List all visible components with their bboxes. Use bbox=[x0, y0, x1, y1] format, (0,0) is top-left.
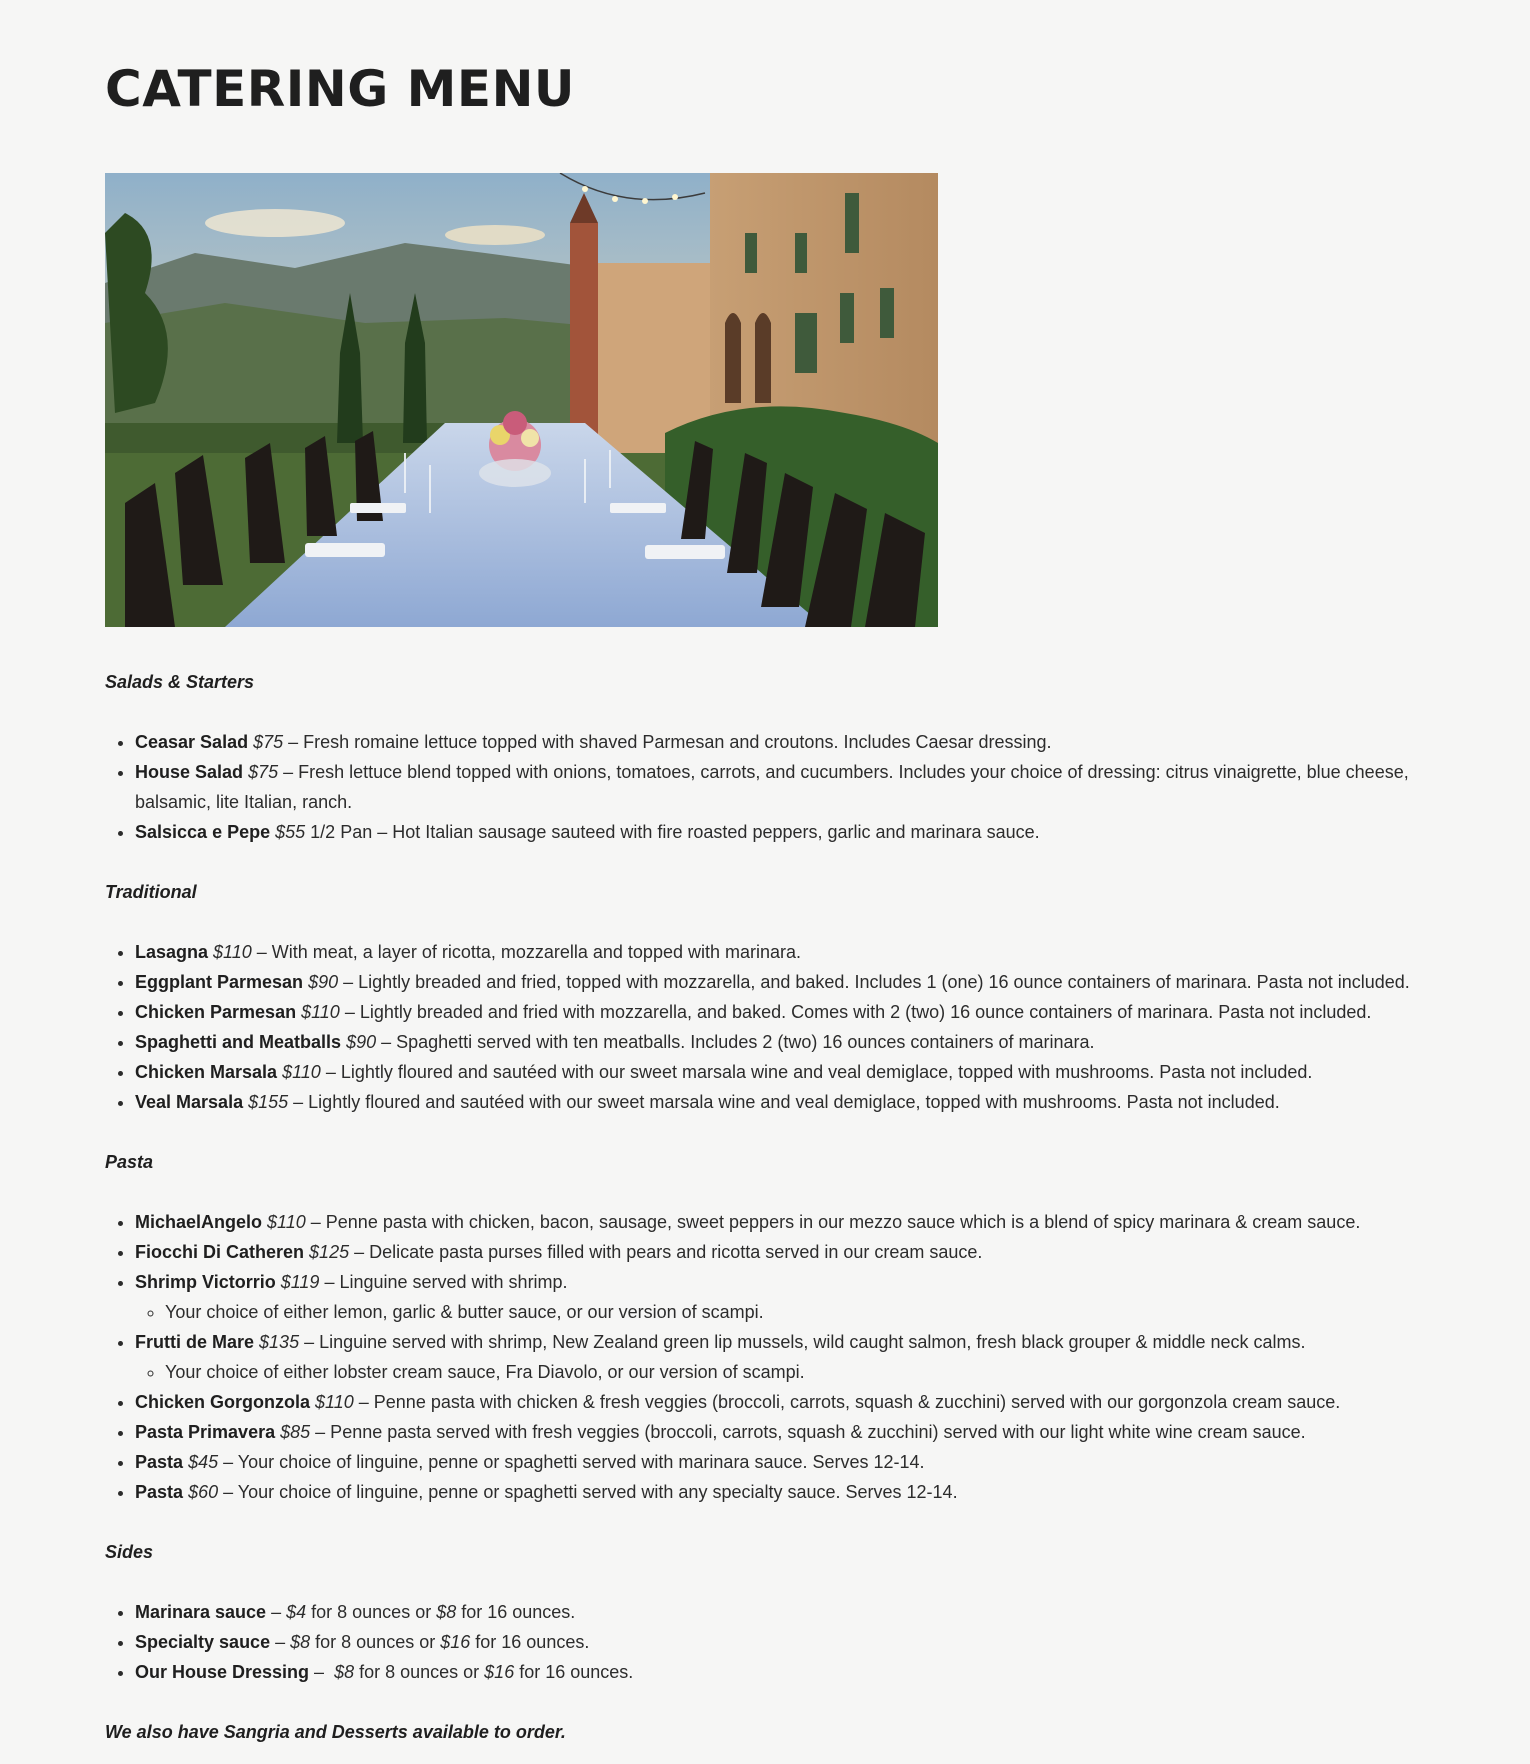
menu-item-note: ◦ Your choice of either lobster cream sauce, Fra Diavolo, or our version of scampi. bbox=[165, 1357, 1435, 1387]
sides-list bbox=[105, 1597, 1435, 1687]
salads-list bbox=[105, 727, 1435, 847]
traditional-list bbox=[105, 937, 1435, 1117]
menu-item: • Chicken Parmesan $110 – Lightly breaded and fried with mozzarella, and baked. Comes with 2 (two) 16 ounce containers of marinara. Pasta not included. bbox=[135, 997, 1435, 1027]
sub-list bbox=[135, 1357, 1435, 1387]
section-heading-sides: Sides bbox=[105, 1542, 154, 1562]
menu-item: • House Salad $75 – Fresh lettuce blend topped with onions, tomatoes, carrots, and cucumbers. Includes your choice of dressing: citrus vinaigrette, blue cheese, balsamic, lite Italian, ranch. bbox=[135, 757, 1435, 817]
pasta-list bbox=[105, 1207, 1435, 1507]
menu-item: • Frutti de Mare $135 – Linguine served with shrimp, New Zealand green lip mussels, wild caught salmon, fresh black grouper & middle neck calms. ◦ Your choice of either lobster cream sauce, Fra Diavolo, or our version of scampi. bbox=[135, 1327, 1435, 1387]
menu-item: • Eggplant Parmesan $90 – Lightly breaded and fried, topped with mozzarella, and baked. Includes 1 (one) 16 ounce containers of marinara. Pasta not included. bbox=[135, 967, 1435, 997]
section-heading-salads: Salads & Starters bbox=[105, 672, 255, 692]
menu-item: • Lasagna $110 – With meat, a layer of ricotta, mozzarella and topped with marinara. bbox=[135, 937, 1435, 967]
menu-item: • Chicken Gorgonzola $110 – Penne pasta with chicken & fresh veggies (broccoli, carrots, squash & zucchini) served with our gorgonzola cream sauce. bbox=[135, 1387, 1435, 1417]
menu-item: • Ceasar Salad $75 – Fresh romaine lettuce topped with shaved Parmesan and croutons. Includes Caesar dressing. bbox=[135, 727, 1435, 757]
hero-image bbox=[105, 173, 938, 627]
menu-content bbox=[105, 667, 1435, 1747]
menu-item: • Chicken Marsala $110 – Lightly floured and sautéed with our sweet marsala wine and veal demiglace, topped with mushrooms. Pasta not included. bbox=[135, 1057, 1435, 1087]
menu-item: • Pasta $60 – Your choice of linguine, penne or spaghetti served with any specialty sauce. Serves 12-14. bbox=[135, 1477, 1435, 1507]
menu-item: • Spaghetti and Meatballs $90 – Spaghetti served with ten meatballs. Includes 2 (two) 16 ounces containers of marinara. bbox=[135, 1027, 1435, 1057]
menu-item: • Salsicca e Pepe $55 1/2 Pan – Hot Italian sausage sauteed with fire roasted peppers, garlic and marinara sauce. bbox=[135, 817, 1435, 847]
menu-item: • Pasta Primavera $85 – Penne pasta served with fresh veggies (broccoli, carrots, squash & zucchini) served with our light white wine cream sauce. bbox=[135, 1417, 1435, 1447]
section-heading-traditional: Traditional bbox=[105, 882, 197, 902]
page-title: CATERING MENU bbox=[105, 60, 576, 118]
menu-item: • Fiocchi Di Catheren $125 – Delicate pasta purses filled with pears and ricotta served in our cream sauce. bbox=[135, 1237, 1435, 1267]
menu-item: • Marinara sauce – $4 for 8 ounces or $8 for 16 ounces. bbox=[135, 1597, 1435, 1627]
footer-note: We also have Sangria and Desserts available to order. bbox=[105, 1722, 566, 1742]
section-heading-pasta: Pasta bbox=[105, 1152, 154, 1172]
menu-item: • Shrimp Victorrio $119 – Linguine served with shrimp. ◦ Your choice of either lemon, garlic & butter sauce, or our version of scampi. bbox=[135, 1267, 1435, 1327]
menu-item: • Veal Marsala $155 – Lightly floured and sautéed with our sweet marsala wine and veal demiglace, topped with mushrooms. Pasta not included. bbox=[135, 1087, 1435, 1117]
menu-item: • Our House Dressing – $8 for 8 ounces or $16 for 16 ounces. bbox=[135, 1657, 1435, 1687]
menu-item: • Specialty sauce – $8 for 8 ounces or $16 for 16 ounces. bbox=[135, 1627, 1435, 1657]
menu-item-note: ◦ Your choice of either lemon, garlic & butter sauce, or our version of scampi. bbox=[165, 1297, 1435, 1327]
menu-item: • MichaelAngelo $110 – Penne pasta with chicken, bacon, sausage, sweet peppers in our mezzo sauce which is a blend of spicy marinara & cream sauce. bbox=[135, 1207, 1435, 1237]
menu-item: • Pasta $45 – Your choice of linguine, penne or spaghetti served with marinara sauce. Serves 12-14. bbox=[135, 1447, 1435, 1477]
sub-list bbox=[135, 1297, 1435, 1327]
